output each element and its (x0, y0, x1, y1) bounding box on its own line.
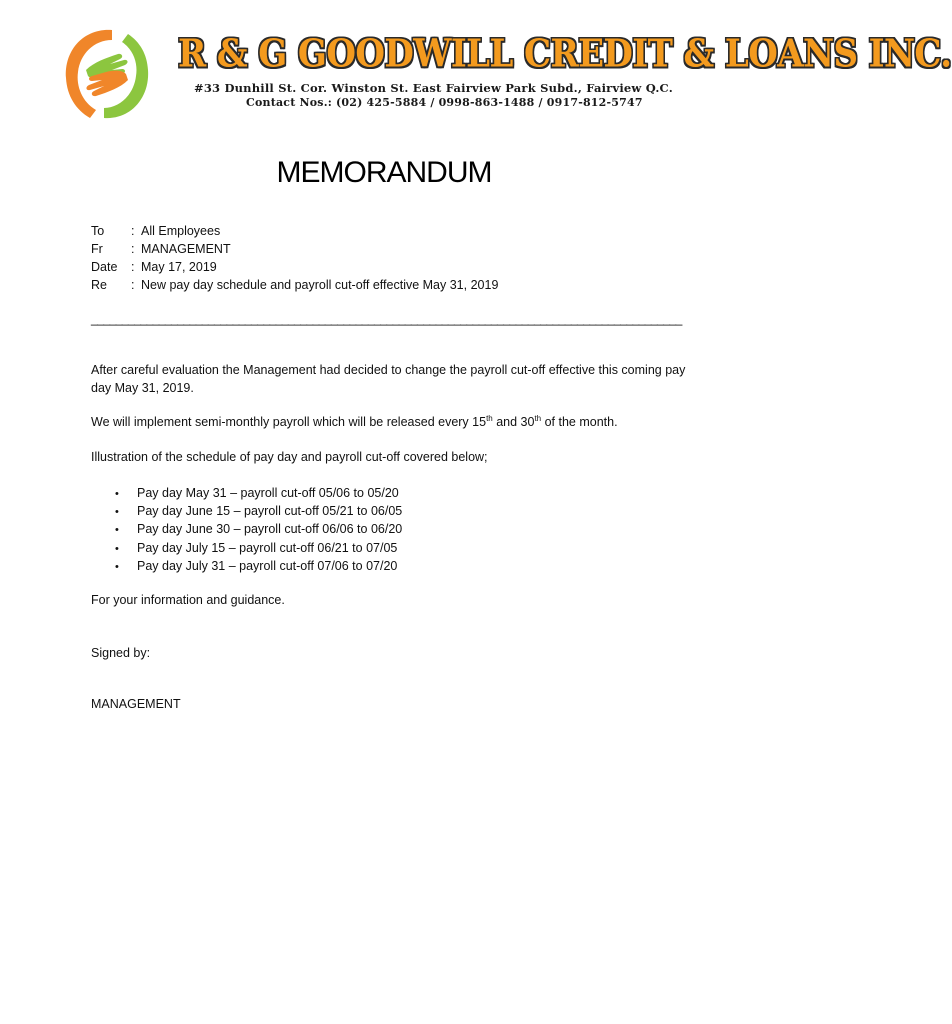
bullet-icon: • (115, 506, 119, 519)
memo-divider: ________________________________________________________________________________________________ (91, 312, 682, 326)
payroll-sup-b: th (534, 413, 542, 423)
payroll-text-c: of the month. (541, 415, 618, 429)
memo-from-row (91, 240, 231, 258)
list-item (91, 484, 402, 502)
list-item (91, 502, 402, 520)
memo-title: MEMORANDUM (276, 156, 492, 189)
memo-separator: : (131, 278, 135, 292)
bullet-icon: • (115, 524, 119, 537)
company-address: #33 Dunhill St. Cor. Winston St. East Fairview Park Subd., Fairview Q.C. (194, 81, 673, 95)
memo-separator: : (131, 224, 135, 238)
schedule-item-text: Pay day June 15 – payroll cut-off 05/21 to 06/05 (137, 504, 403, 519)
payroll-text-b: and 30 (492, 415, 535, 429)
schedule-item-text: Pay day July 31 – payroll cut-off 07/06 to 07/20 (137, 558, 398, 573)
memo-to-value: All Employees (141, 224, 221, 238)
payroll-text-a: We will implement semi-monthly payroll which will be released every 15 (91, 415, 487, 429)
schedule-item-text: Pay day July 15 – payroll cut-off 06/21 to 07/05 (137, 540, 398, 555)
memo-date-value: May 17, 2019 (141, 260, 217, 274)
memo-date-label: Date (91, 260, 118, 274)
memo-to-row (91, 222, 220, 240)
body-paragraph-illustration: Illustration of the schedule of pay day and payroll cut-off covered below; (91, 450, 488, 464)
memo-subject-value: New pay day schedule and payroll cut-off effective May 31, 2019 (141, 278, 499, 292)
list-item (91, 539, 402, 557)
schedule-item-text: Pay day June 30 – payroll cut-off 06/06 to 06/20 (137, 522, 403, 537)
memo-from-label: Fr (91, 242, 103, 256)
bullet-icon: • (115, 560, 119, 573)
schedule-list (91, 484, 402, 575)
memo-to-label: To (91, 224, 105, 238)
company-contact: Contact Nos.: (02) 425-5884 / 0998-863-1488 / 0917-812-5747 (246, 96, 643, 109)
memo-date-row (91, 258, 217, 276)
body-paragraph-payroll (91, 414, 691, 432)
memo-from-value: MANAGEMENT (141, 242, 231, 256)
schedule-item-text: Pay day May 31 – payroll cut-off 05/06 to 05/20 (137, 486, 399, 500)
company-logo (64, 24, 150, 124)
body-paragraph-intro: After careful evaluation the Management had decided to change the payroll cut-off effective this coming pay day May 31, 2019. (91, 363, 686, 395)
bullet-icon: • (115, 488, 119, 500)
signatory-name: MANAGEMENT (91, 697, 181, 711)
memo-separator: : (131, 260, 135, 274)
list-item (91, 557, 402, 575)
memo-subject-row (91, 276, 498, 294)
signed-by-label: Signed by: (91, 646, 151, 660)
company-name: R & G GOODWILL CREDIT & LOANS INC. (178, 32, 952, 77)
bullet-icon: • (115, 542, 119, 555)
payroll-sup-a: th (486, 413, 493, 423)
closing-line: For your information and guidance. (91, 593, 285, 607)
memo-subject-label: Re (91, 278, 107, 292)
memo-separator: : (131, 242, 135, 256)
list-item (91, 520, 402, 538)
